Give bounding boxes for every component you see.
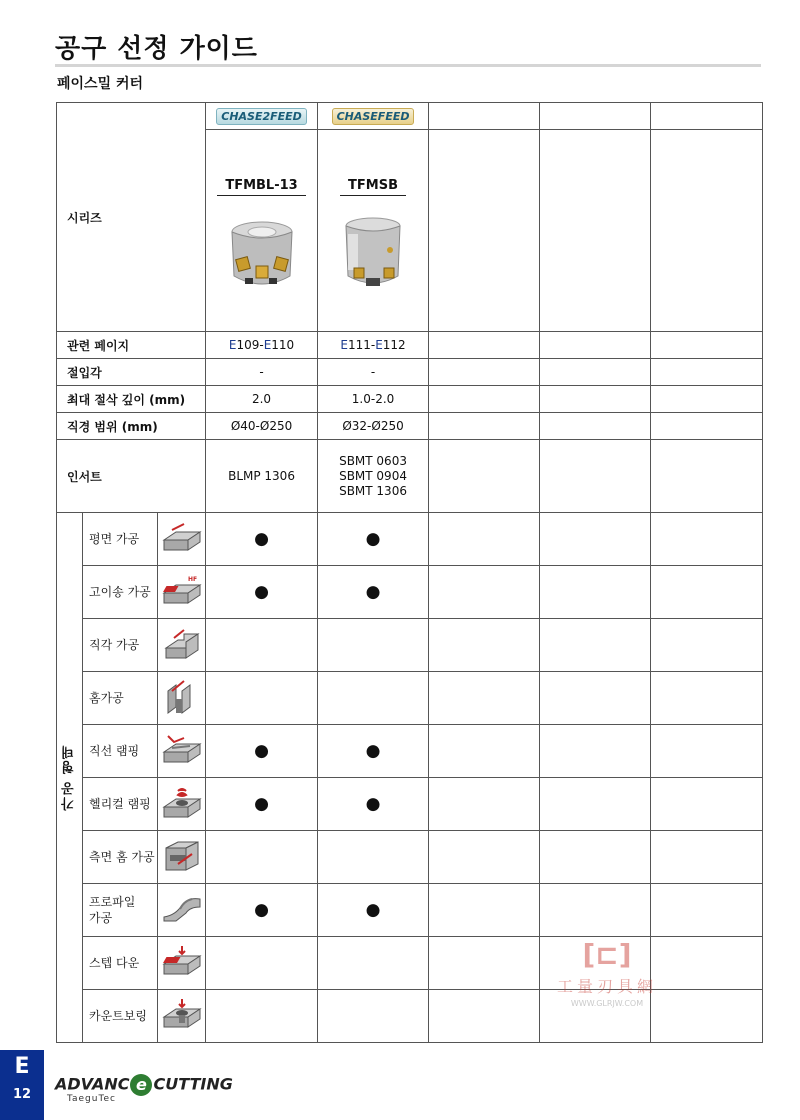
section-tab — [0, 1050, 44, 1120]
profiling-icon — [158, 884, 206, 937]
insert-item: BLMP 1306 — [228, 469, 295, 483]
empty-cell — [540, 778, 651, 831]
empty-cell — [651, 884, 763, 937]
empty-cell — [651, 778, 763, 831]
brand-logo-2: CHASEFEED — [332, 108, 415, 125]
support-mark-1: ● — [206, 884, 318, 937]
max-depth-label: 최대 절삭 깊이 (mm) — [57, 386, 206, 413]
title-rule — [55, 64, 761, 67]
process-name: 스텝 다운 — [83, 937, 158, 990]
empty-cell — [540, 413, 651, 440]
face-milling-icon — [158, 513, 206, 566]
empty-cell — [429, 440, 540, 513]
inserts-1 — [206, 440, 318, 513]
support-mark-1 — [206, 619, 318, 672]
side-slotting-icon — [158, 831, 206, 884]
empty-cell — [651, 831, 763, 884]
empty-cell — [651, 566, 763, 619]
support-mark-1 — [206, 831, 318, 884]
inserts-2 — [318, 440, 429, 513]
model-cell-2 — [318, 130, 429, 332]
step-down-icon — [158, 937, 206, 990]
selection-table — [56, 102, 763, 1043]
empty-cell — [651, 386, 763, 413]
support-mark-2 — [318, 831, 429, 884]
empty-cell — [429, 619, 540, 672]
linear-ramping-icon — [158, 725, 206, 778]
process-name: 측면 홈 가공 — [83, 831, 158, 884]
support-mark-1: ● — [206, 778, 318, 831]
slotting-icon — [158, 672, 206, 725]
empty-cell — [651, 513, 763, 566]
tfmsb-cutter-image — [338, 214, 408, 296]
process-name: 프로파일 가공 — [83, 884, 158, 937]
empty-cell — [540, 566, 651, 619]
diameter-1: Ø40-Ø250 — [206, 413, 318, 440]
empty-cell — [651, 725, 763, 778]
process-name: 홈가공 — [83, 672, 158, 725]
page-ref-label: 관련 페이지 — [57, 332, 206, 359]
empty-cell — [429, 386, 540, 413]
page-ref-2[interactable]: E111-E112 — [318, 332, 429, 359]
empty-cell — [429, 332, 540, 359]
machining-group-cell — [57, 513, 83, 1043]
page-title: 공구 선정 가이드 — [55, 34, 258, 64]
empty-cell — [429, 413, 540, 440]
shoulder-milling-icon — [158, 619, 206, 672]
process-name: 직선 램핑 — [83, 725, 158, 778]
empty-cell — [429, 130, 540, 332]
logo-left-text: ADVANC — [55, 1074, 130, 1094]
empty-cell — [540, 513, 651, 566]
support-mark-2 — [318, 990, 429, 1043]
max-depth-1: 2.0 — [206, 386, 318, 413]
max-depth-2: 1.0-2.0 — [318, 386, 429, 413]
empty-cell — [540, 725, 651, 778]
watermark-name: 工量刃具網 — [556, 977, 657, 996]
empty-cell — [540, 386, 651, 413]
entry-angle-1: - — [206, 359, 318, 386]
series-label: 시리즈 — [57, 103, 206, 332]
insert-item: SBMT 0904 — [339, 468, 407, 483]
support-mark-1: ● — [206, 513, 318, 566]
empty-cell — [540, 884, 651, 937]
logo-right-text: CUTTING — [153, 1074, 233, 1094]
process-name: 평면 가공 — [83, 513, 158, 566]
empty-cell — [429, 937, 540, 990]
machining-group-label: 가공 형태 — [62, 744, 77, 811]
empty-cell — [540, 332, 651, 359]
model-cell-1 — [206, 130, 318, 332]
support-mark-2: ● — [318, 566, 429, 619]
support-mark-2 — [318, 619, 429, 672]
empty-cell — [429, 725, 540, 778]
empty-cell — [651, 672, 763, 725]
empty-cell — [540, 440, 651, 513]
helical-ramping-icon — [158, 778, 206, 831]
process-name: 카운트보링 — [83, 990, 158, 1043]
brand-cell-1 — [206, 103, 318, 130]
empty-cell — [651, 413, 763, 440]
entry-angle-label: 절입각 — [57, 359, 206, 386]
page-number: 12 — [12, 1087, 32, 1102]
inserts-label: 인서트 — [57, 440, 206, 513]
brand-logo-1: CHASE2FEED — [216, 108, 307, 125]
empty-cell — [429, 831, 540, 884]
diameter-2: Ø32-Ø250 — [318, 413, 429, 440]
empty-cell — [429, 103, 540, 130]
empty-cell — [651, 103, 763, 130]
empty-cell — [429, 566, 540, 619]
logo-subtext: TaeguTec — [67, 1094, 116, 1104]
empty-cell — [429, 778, 540, 831]
empty-cell — [651, 332, 763, 359]
watermark-url: WWW.GLRJW.COM — [570, 999, 644, 1008]
entry-angle-2: - — [318, 359, 429, 386]
empty-cell — [651, 359, 763, 386]
watermark — [537, 940, 677, 1008]
support-mark-1: ● — [206, 566, 318, 619]
logo-e-icon: e — [130, 1074, 152, 1096]
process-name: 헬리컬 램핑 — [83, 778, 158, 831]
support-mark-2: ● — [318, 725, 429, 778]
support-mark-2 — [318, 672, 429, 725]
empty-cell — [429, 672, 540, 725]
empty-cell — [651, 130, 763, 332]
page-subtitle: 페이스밀 커터 — [57, 76, 144, 92]
empty-cell — [540, 831, 651, 884]
empty-cell — [540, 672, 651, 725]
support-mark-1 — [206, 937, 318, 990]
page-ref-1[interactable]: E109-E110 — [206, 332, 318, 359]
watermark-logo-icon: [⊏] — [582, 938, 632, 971]
model-name-2: TFMSB — [340, 178, 406, 196]
svg-text:HF: HF — [187, 575, 197, 583]
empty-cell — [651, 619, 763, 672]
empty-cell — [429, 990, 540, 1043]
brand-logo — [55, 1074, 233, 1104]
process-name: 직각 가공 — [83, 619, 158, 672]
diameter-label: 직경 범위 (mm) — [57, 413, 206, 440]
empty-cell — [540, 359, 651, 386]
support-mark-1 — [206, 990, 318, 1043]
support-mark-1: ● — [206, 725, 318, 778]
brand-cell-2 — [318, 103, 429, 130]
empty-cell — [651, 440, 763, 513]
process-name: 고이송 가공 — [83, 566, 158, 619]
empty-cell — [429, 884, 540, 937]
empty-cell — [429, 359, 540, 386]
support-mark-2: ● — [318, 778, 429, 831]
tfmbl-cutter-image — [223, 214, 301, 296]
empty-cell — [540, 130, 651, 332]
section-letter: E — [14, 1054, 30, 1079]
empty-cell — [429, 513, 540, 566]
insert-item: SBMT 0603 — [339, 453, 407, 468]
model-name-1: TFMBL-13 — [217, 178, 305, 196]
counterboring-icon — [158, 990, 206, 1043]
support-mark-1 — [206, 672, 318, 725]
support-mark-2: ● — [318, 884, 429, 937]
support-mark-2 — [318, 937, 429, 990]
high-feed-icon — [158, 566, 206, 619]
empty-cell — [540, 619, 651, 672]
insert-item: SBMT 1306 — [339, 483, 407, 498]
empty-cell — [540, 103, 651, 130]
support-mark-2: ● — [318, 513, 429, 566]
